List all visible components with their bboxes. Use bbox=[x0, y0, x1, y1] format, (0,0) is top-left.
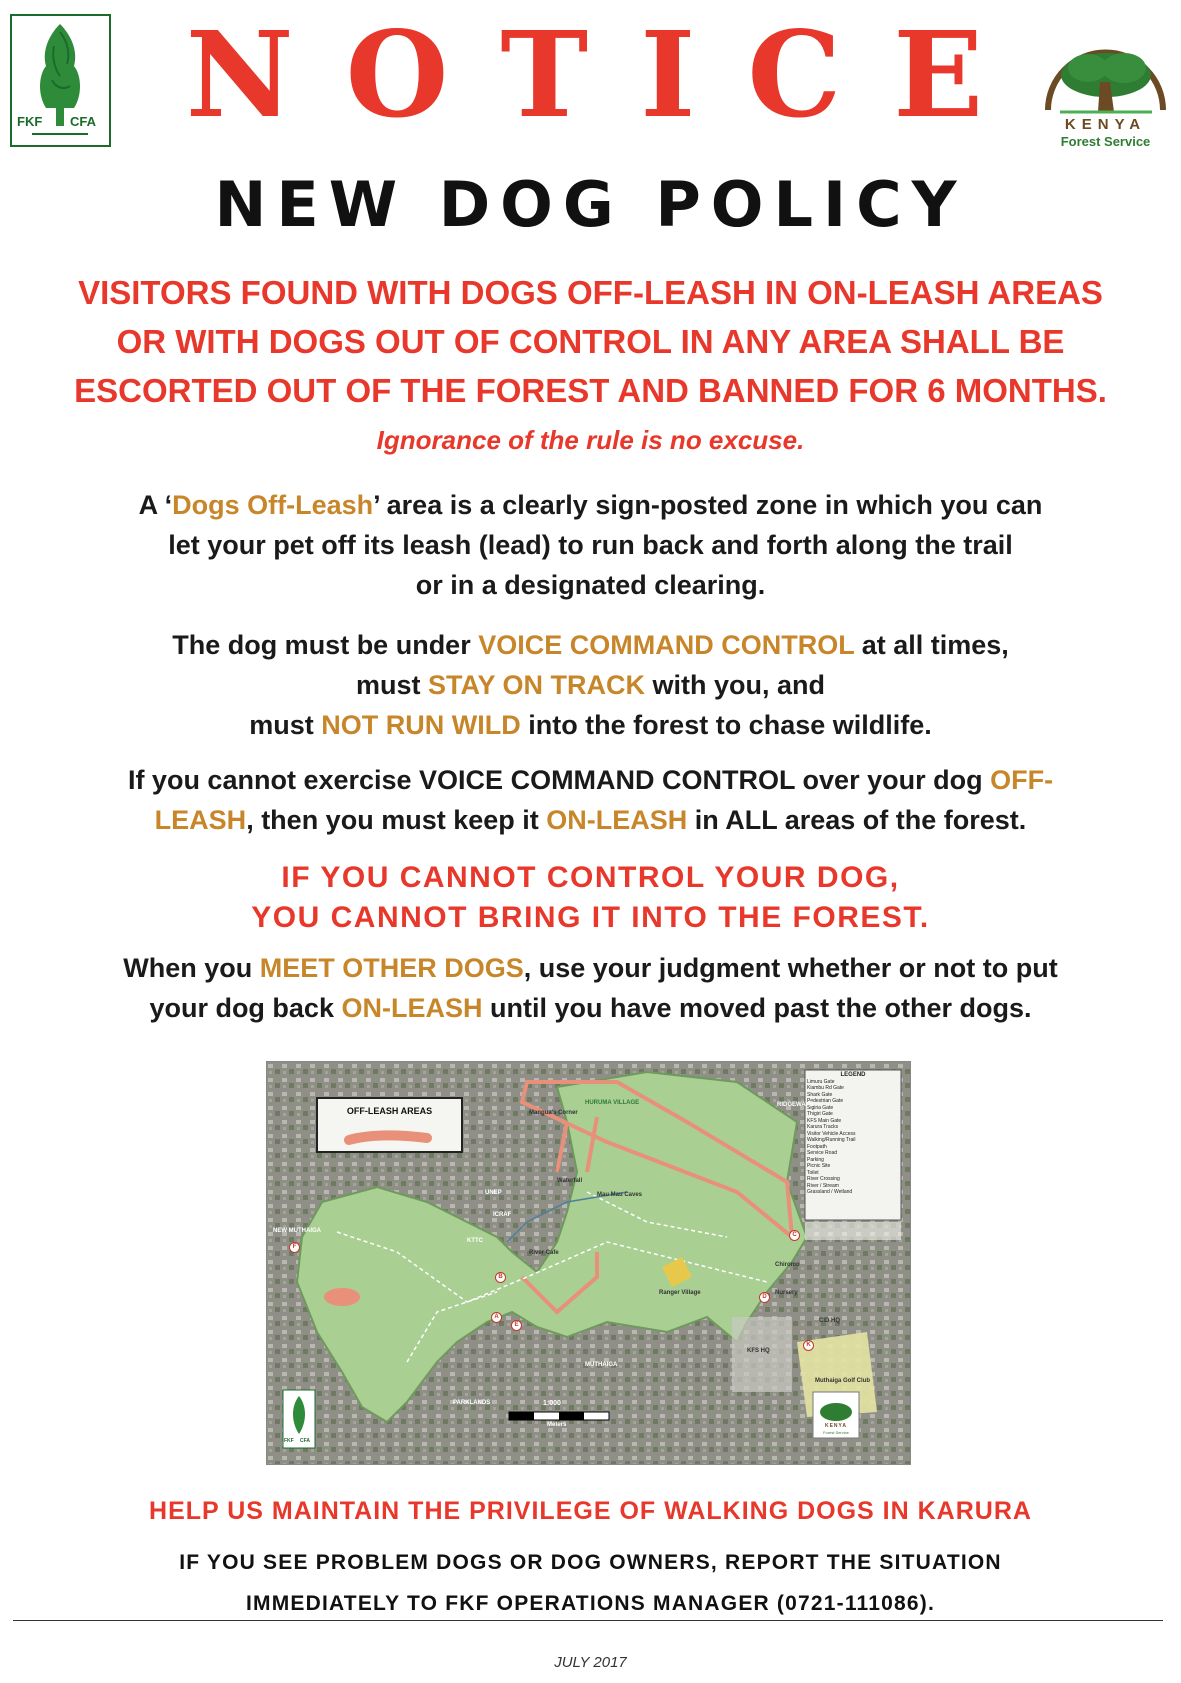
report-instructions: IF YOU SEE PROBLEM DOGS OR DOG OWNERS, REPORT THE SITUATION IMMEDIATELY TO FKF OPERATIONS MANAGER (0721-111086). bbox=[179, 1551, 1002, 1615]
map-inset-fkf-left: FKF bbox=[284, 1438, 294, 1444]
kfs-logo-subtitle: Forest Service bbox=[1060, 134, 1151, 149]
map-label: RIDGEWAYS bbox=[777, 1102, 814, 1108]
warning-line: VISITORS FOUND WITH DOGS OFF-LEASH IN ON-LEASH AREAS bbox=[78, 274, 1103, 311]
map-label: Muthaiga Golf Club bbox=[815, 1378, 870, 1384]
map-label: HURUMA VILLAGE bbox=[585, 1100, 640, 1106]
fkf-logo-label-right: CFA bbox=[70, 114, 96, 129]
fkf-logo-label-left: FKF bbox=[17, 114, 43, 129]
map-label: KFS HQ bbox=[747, 1348, 770, 1354]
highlight-term: NOT RUN WILD bbox=[321, 710, 521, 740]
map-label: PARKLANDS bbox=[453, 1400, 491, 1406]
highlight-term: STAY ON TRACK bbox=[427, 670, 646, 700]
gate-marker: D bbox=[759, 1292, 770, 1303]
map-label: ICRAF bbox=[493, 1212, 512, 1218]
map-label: Mangua's Corner bbox=[529, 1110, 578, 1116]
highlight-term: ON-LEASH bbox=[546, 805, 688, 835]
map-label: NEW MUTHAIGA bbox=[273, 1228, 321, 1234]
gate-marker: K bbox=[803, 1340, 814, 1351]
map-label: River Cafe bbox=[529, 1250, 559, 1256]
highlight-term: MEET OTHER DOGS bbox=[259, 953, 524, 983]
highlight-term: VOICE COMMAND CONTROL bbox=[478, 630, 855, 660]
highlight-term: LEASH bbox=[154, 805, 247, 835]
on-leash-requirement: If you cannot exercise VOICE COMMAND CONTROL over your dog OFF- LEASH, then you must keep it ON-LEASH in ALL areas of the forest. bbox=[127, 765, 1054, 835]
karura-forest-map bbox=[266, 1061, 911, 1465]
map-label: Ranger Village bbox=[659, 1290, 701, 1296]
gate-marker: C bbox=[789, 1230, 800, 1241]
map-legend: LEGEND Limuru Gate Kiambu Rd Gate Shark Gate Pedestrian Gate Sigiria Gate Thigiri Gate KFS Main Gate Karura Tracks Visitor Vehicle Access Walking/Running Trail Footpath Service Road Parking Picnic Site Toilet River Crossing River / Stream Grassland / Wetland bbox=[807, 1072, 866, 1195]
highlight-term: Dogs Off-Leash bbox=[172, 490, 374, 520]
map-label: MUTHAIGA bbox=[585, 1362, 618, 1368]
map-inset-fkf-right: CFA bbox=[300, 1438, 310, 1444]
highlight-term: OFF- bbox=[990, 765, 1054, 795]
meeting-dogs-advice: When you MEET OTHER DOGS, use your judgment whether or not to put your dog back ON-LEASH until you have moved past the other dogs. bbox=[123, 953, 1058, 1023]
footer-divider bbox=[13, 1620, 1163, 1621]
map-label: Mau Mau Caves bbox=[597, 1192, 643, 1198]
ignorance-note: Ignorance of the rule is no excuse. bbox=[376, 425, 805, 455]
control-warning: IF YOU CANNOT CONTROL YOUR DOG, YOU CANNOT BRING IT INTO THE FOREST. bbox=[251, 861, 930, 934]
notice-date: JULY 2017 bbox=[554, 1654, 627, 1671]
gate-marker: A bbox=[491, 1312, 502, 1323]
policy-title: NEW DOG POLICY bbox=[214, 168, 967, 241]
map-inset-kfs-subtitle: Forest Service bbox=[823, 1430, 849, 1435]
map-label: KTTC bbox=[467, 1238, 483, 1244]
gate-marker: B bbox=[495, 1272, 506, 1283]
highlight-term: ON-LEASH bbox=[341, 993, 483, 1023]
map-label: CID HQ bbox=[819, 1318, 840, 1324]
gate-marker: E bbox=[511, 1320, 522, 1331]
off-leash-definition: A ‘Dogs Off-Leash’ area is a clearly sign-posted zone in which you can let your pet off its leash (lead) to run back and forth along the trail or in a designated clearing. bbox=[138, 490, 1043, 600]
map-scale-unit: Meters bbox=[547, 1422, 567, 1428]
map-inset-kfs-title: KENYA bbox=[824, 1423, 848, 1429]
warning-line: ESCORTED OUT OF THE FOREST AND BANNED FOR 6 MONTHS. bbox=[74, 372, 1107, 409]
warning-block bbox=[0, 268, 1181, 415]
gate-marker: F bbox=[289, 1242, 300, 1253]
help-maintain-banner: HELP US MAINTAIN THE PRIVILEGE OF WALKING DOGS IN KARURA bbox=[149, 1497, 1032, 1525]
map-label: UNEP bbox=[485, 1190, 502, 1196]
voice-control-rules: The dog must be under VOICE COMMAND CONTROL at all times, must STAY ON TRACK with you, and must NOT RUN WILD into the forest to chase wildlife. bbox=[172, 630, 1009, 740]
map-scale-label: 1:000 bbox=[543, 1400, 561, 1407]
kfs-logo-title: KENYA bbox=[1064, 116, 1147, 133]
warning-line: OR WITH DOGS OUT OF CONTROL IN ANY AREA SHALL BE bbox=[116, 323, 1065, 360]
map-label: Nursery bbox=[775, 1290, 798, 1296]
map-label: Waterfall bbox=[557, 1178, 583, 1184]
map-offleash-legend-title: OFF-LEASH AREAS bbox=[346, 1106, 433, 1116]
notice-heading: NOTICE bbox=[185, 5, 1036, 144]
map-label: Chiromo bbox=[775, 1262, 800, 1268]
